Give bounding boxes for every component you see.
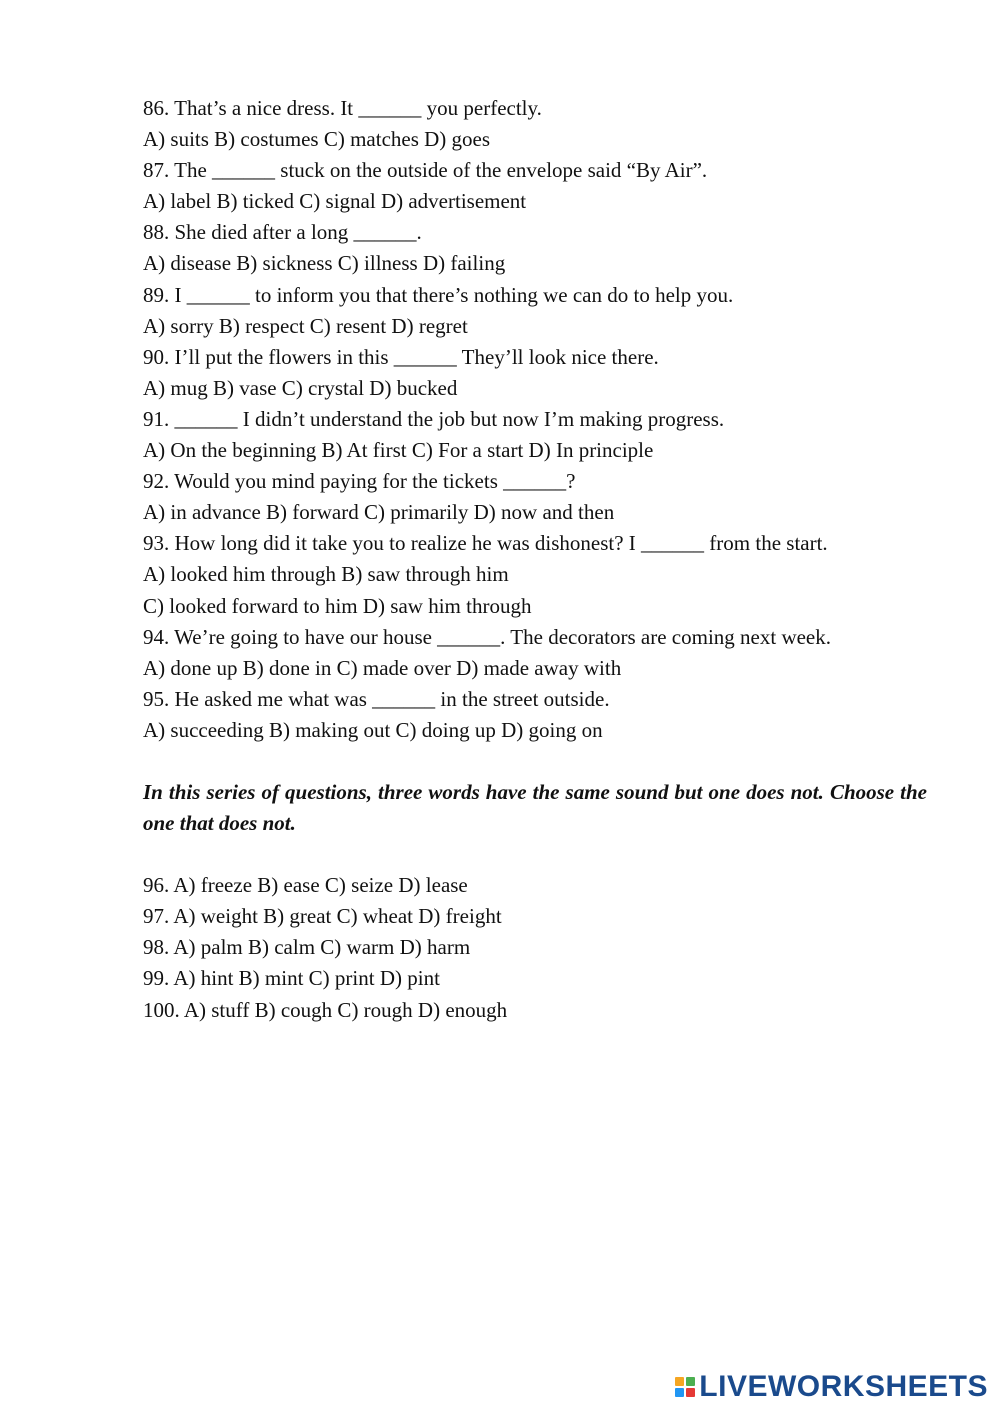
options-90: A) mug B) vase C) crystal D) bucked xyxy=(143,375,458,400)
options-86: A) suits B) costumes C) matches D) goes xyxy=(143,127,491,152)
question-99: 99. A) hint B) mint C) print D) pint xyxy=(143,966,440,991)
worksheet-page xyxy=(143,93,929,1026)
logo-square-1 xyxy=(675,1377,684,1386)
question-94: 94. We’re going to have our house ______. The decorators are coming next week. xyxy=(143,624,831,649)
options-91: A) On the beginning B) At first C) For a start D) In principle xyxy=(143,438,654,463)
question-93: 93. How long did it take you to realize he was dishonest? I ______ from the start. xyxy=(143,531,828,556)
options-92: A) in advance B) forward C) primarily D) now and then xyxy=(143,500,615,525)
section-instruction: In this series of questions, three words have the same sound but one does not. Choose the one that does not. xyxy=(143,779,927,836)
question-96: 96. A) freeze B) ease C) seize D) lease xyxy=(143,873,468,898)
options-87: A) label B) ticked C) signal D) advertisement xyxy=(143,189,527,214)
options-95: A) succeeding B) making out C) doing up D) going on xyxy=(143,717,603,742)
question-95: 95. He asked me what was ______ in the street outside. xyxy=(143,686,610,711)
logo-square-3 xyxy=(675,1388,684,1397)
options-88: A) disease B) sickness C) illness D) failing xyxy=(143,251,506,276)
question-89: 89. I ______ to inform you that there’s nothing we can do to help you. xyxy=(143,282,734,307)
logo-square-4 xyxy=(686,1388,695,1397)
logo-square-2 xyxy=(686,1377,695,1386)
logo-mark-icon xyxy=(675,1377,695,1397)
question-list-86-95 xyxy=(143,93,929,746)
question-98: 98. A) palm B) calm C) warm D) harm xyxy=(143,935,471,960)
question-90: 90. I’ll put the flowers in this ______ They’ll look nice there. xyxy=(143,344,659,369)
question-88: 88. She died after a long ______. xyxy=(143,220,422,245)
question-91: 91. ______ I didn’t understand the job but now I’m making progress. xyxy=(143,406,725,431)
options-93-line-1: A) looked him through B) saw through him xyxy=(143,562,509,587)
options-89: A) sorry B) respect C) resent D) regret xyxy=(143,313,468,338)
question-87: 87. The ______ stuck on the outside of the envelope said “By Air”. xyxy=(143,158,708,183)
question-list-96-100 xyxy=(143,870,929,1025)
question-86: 86. That’s a nice dress. It ______ you perfectly. xyxy=(143,96,542,120)
options-94: A) done up B) done in C) made over D) made away with xyxy=(143,655,622,680)
liveworksheets-logo xyxy=(675,1370,988,1404)
logo-text: LIVEWORKSHEETS xyxy=(699,1370,988,1403)
question-100: 100. A) stuff B) cough C) rough D) enough xyxy=(143,997,508,1022)
question-92: 92. Would you mind paying for the tickets ______? xyxy=(143,469,576,494)
options-93-line-2: C) looked forward to him D) saw him through xyxy=(143,593,532,618)
question-97: 97. A) weight B) great C) wheat D) freight xyxy=(143,904,502,929)
